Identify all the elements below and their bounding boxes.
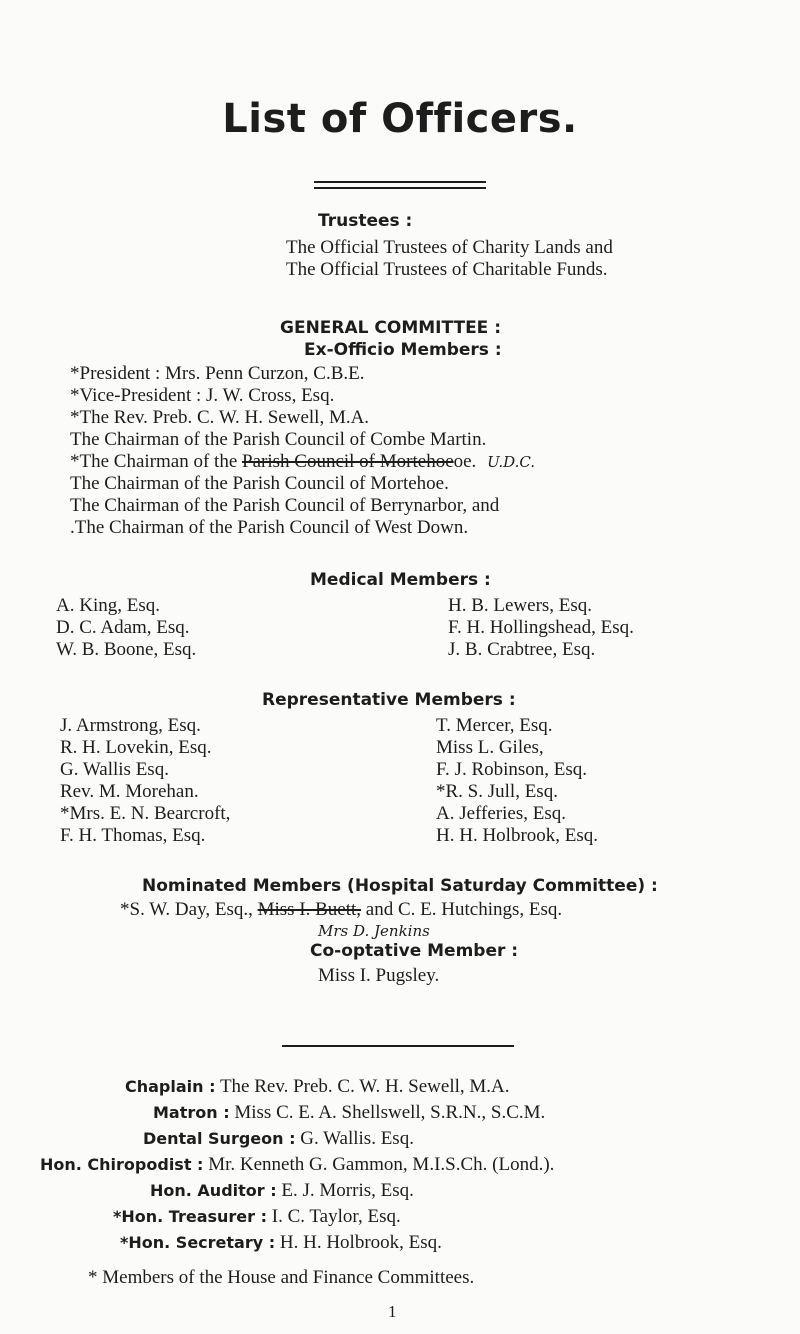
officer-label: Matron : <box>153 1103 230 1122</box>
officer-value: H. H. Holbrook, Esq. <box>279 1232 442 1253</box>
general-line-1: *President : Mrs. Penn Curzon, C.B.E. <box>70 363 365 384</box>
medical-left-2: D. C. Adam, Esq. <box>56 617 190 638</box>
officer-label: Hon. Chiropodist : <box>40 1155 204 1174</box>
footnote: * Members of the House and Finance Committees. <box>88 1267 475 1288</box>
representative-right-3: F. J. Robinson, Esq. <box>436 759 588 780</box>
nominated-line <box>120 900 562 919</box>
medical-left-3: W. B. Boone, Esq. <box>56 639 197 660</box>
general-line-5 <box>70 452 535 472</box>
struck-text: Miss I. Buett, <box>257 899 362 920</box>
general-line-7: The Chairman of the Parish Council of Berrynarbor, and <box>70 495 500 516</box>
page-title: List of Officers. <box>222 96 578 142</box>
officer-value: The Rev. Preb. C. W. H. Sewell, M.A. <box>219 1076 510 1097</box>
handwritten-annotation: U.D.C. <box>487 453 536 471</box>
officer-label: Chaplain : <box>125 1077 216 1096</box>
trustees-line-2: The Official Trustees of Charitable Funds. <box>286 259 608 280</box>
officer-row-chiropodist <box>40 1155 554 1174</box>
title-rule-top <box>314 181 486 183</box>
medical-left-1: A. King, Esq. <box>56 595 160 616</box>
representative-right-2: Miss L. Giles, <box>436 737 544 758</box>
medical-heading: Medical Members : <box>310 570 491 590</box>
officer-row-treasurer <box>113 1207 401 1226</box>
officer-label: *Hon. Treasurer : <box>113 1207 267 1226</box>
officer-row-chaplain <box>125 1077 510 1096</box>
title-rule-bottom <box>314 187 486 189</box>
officer-row-dental-surgeon <box>143 1129 414 1148</box>
representative-right-6: H. H. Holbrook, Esq. <box>436 825 599 846</box>
general-line-3: *The Rev. Preb. C. W. H. Sewell, M.A. <box>70 407 370 428</box>
officer-value: G. Wallis. Esq. <box>300 1128 414 1149</box>
representative-left-5: *Mrs. E. N. Bearcroft, <box>60 803 231 824</box>
ex-officio-heading: Ex-Officio Members : <box>304 340 502 360</box>
nominated-heading: Nominated Members (Hospital Saturday Committee) : <box>142 876 658 896</box>
officer-row-matron <box>153 1103 545 1122</box>
general-line-2: *Vice-President : J. W. Cross, Esq. <box>70 385 335 406</box>
representative-left-2: R. H. Lovekin, Esq. <box>60 737 212 758</box>
representative-right-4: *R. S. Jull, Esq. <box>436 781 558 802</box>
page-number: 1 <box>388 1302 397 1321</box>
representative-left-6: F. H. Thomas, Esq. <box>60 825 206 846</box>
medical-right-1: H. B. Lewers, Esq. <box>448 595 593 616</box>
officer-label: Hon. Auditor : <box>150 1181 277 1200</box>
general-line-8: .The Chairman of the Parish Council of West Down. <box>70 517 469 538</box>
officer-value: I. C. Taylor, Esq. <box>271 1206 401 1227</box>
officer-label: *Hon. Secretary : <box>120 1233 276 1252</box>
section-divider <box>282 1045 514 1047</box>
cooptative-name: Miss I. Pugsley. <box>318 965 440 986</box>
general-line-5-prefix: *The Chairman of the <box>70 451 243 472</box>
officer-value: Mr. Kenneth G. Gammon, M.I.S.Ch. (Lond.). <box>208 1154 555 1175</box>
representative-left-1: J. Armstrong, Esq. <box>60 715 201 736</box>
medical-right-3: J. B. Crabtree, Esq. <box>448 639 596 660</box>
general-line-5-suffix: oe. <box>453 451 477 472</box>
medical-right-2: F. H. Hollingshead, Esq. <box>448 617 634 638</box>
general-committee-heading: GENERAL COMMITTEE : <box>280 318 502 338</box>
representative-left-3: G. Wallis Esq. <box>60 759 169 780</box>
cooptative-heading: Co-optative Member : <box>310 941 519 961</box>
struck-text: Parish Council of Mortehoe <box>242 451 454 472</box>
officer-value: E. J. Morris, Esq. <box>281 1180 414 1201</box>
trustees-heading: Trustees : <box>318 211 413 231</box>
officer-value: Miss C. E. A. Shellswell, S.R.N., S.C.M. <box>234 1102 546 1123</box>
representative-left-4: Rev. M. Morehan. <box>60 781 199 802</box>
trustees-line-1: The Official Trustees of Charity Lands and <box>286 237 613 258</box>
nominated-suffix: and C. E. Hutchings, Esq. <box>365 899 563 920</box>
officer-row-auditor <box>150 1181 414 1200</box>
representative-heading: Representative Members : <box>262 690 516 710</box>
general-line-4: The Chairman of the Parish Council of Combe Martin. <box>70 429 487 450</box>
officer-label: Dental Surgeon : <box>143 1129 296 1148</box>
general-line-6: The Chairman of the Parish Council of Mortehoe. <box>70 473 449 494</box>
representative-right-1: T. Mercer, Esq. <box>436 715 553 736</box>
officer-row-secretary <box>120 1233 442 1252</box>
representative-right-5: A. Jefferies, Esq. <box>436 803 566 824</box>
nominated-prefix: *S. W. Day, Esq., <box>120 899 253 920</box>
handwritten-annotation: Mrs D. Jenkins <box>318 922 430 940</box>
